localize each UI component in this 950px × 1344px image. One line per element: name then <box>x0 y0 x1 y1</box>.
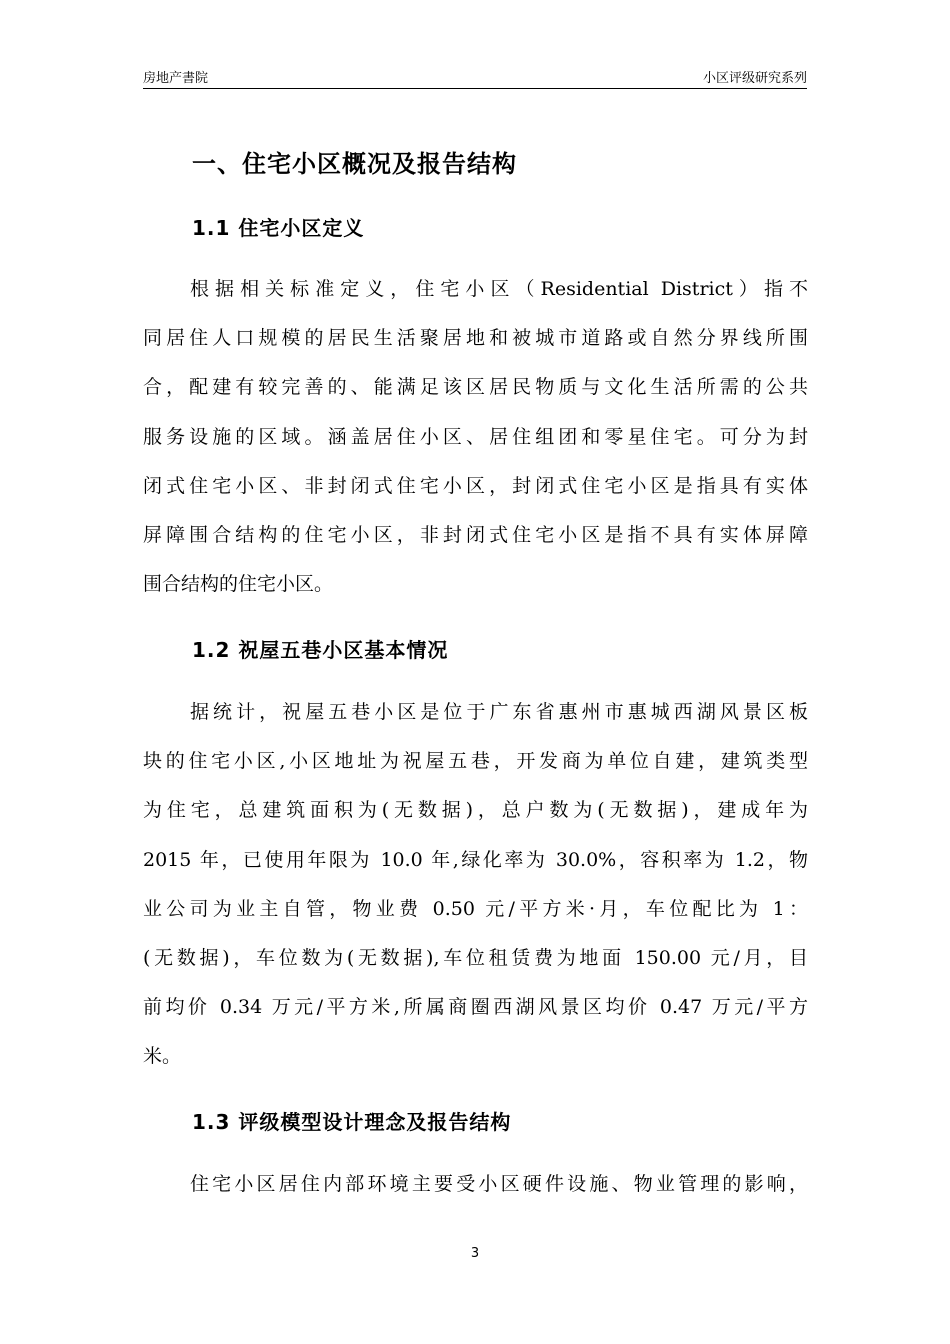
text-line: 据统计，祝屋五巷小区是位于广东省惠州市惠城西湖风景区板 <box>190 701 808 723</box>
heading-1-1: 1.1 住宅小区定义 <box>192 216 365 240</box>
paragraph-1-3 <box>143 1160 808 1209</box>
text-line: 屏障围合结构的住宅小区，非封闭式住宅小区是指不具有实体屏障 <box>143 523 808 546</box>
paragraph-1-2 <box>143 688 808 1082</box>
section-title: 一、住宅小区概况及报告结构 <box>192 150 517 178</box>
text-line: (无数据)，车位数为(无数据),车位租赁费为地面 150.00 元/月，目 <box>143 946 808 969</box>
text-line: 2015 年，已使用年限为 10.0 年,绿化率为 30.0%，容积率为 1.2，物 <box>143 848 808 871</box>
text-line: 米。 <box>143 1045 182 1068</box>
text-line: 住宅小区居住内部环境主要受小区硬件设施、物业管理的影响， <box>190 1173 808 1195</box>
heading-1-3: 1.3 评级模型设计理念及报告结构 <box>192 1110 512 1134</box>
page-number: 3 <box>470 1246 480 1261</box>
heading-1-2: 1.2 祝屋五巷小区基本情况 <box>192 638 449 662</box>
text-line: 闭式住宅小区、非封闭式住宅小区，封闭式住宅小区是指具有实体 <box>143 474 808 497</box>
text-line: 围合结构的住宅小区。 <box>143 573 334 596</box>
text-line: 服务设施的区域。涵盖居住小区、居住组团和零星住宅。可分为封 <box>143 425 808 448</box>
text-line: 为住宅，总建筑面积为(无数据)，总户数为(无数据)，建成年为 <box>143 799 808 822</box>
page-header <box>143 64 807 89</box>
text-line: 根据相关标准定义，住宅小区（Residential District）指不 <box>190 278 808 300</box>
text-line: 块的住宅小区,小区地址为祝屋五巷，开发商为单位自建，建筑类型 <box>143 750 808 773</box>
text-line: 业公司为业主自管，物业费 0.50 元/平方米·月，车位配比为 1： <box>143 897 808 920</box>
text-line: 前均价 0.34 万元/平方米,所属商圈西湖风景区均价 0.47 万元/平方 <box>143 996 808 1019</box>
paragraph-1-1 <box>143 265 808 609</box>
header-right-title: 小区评级研究系列 <box>702 71 807 86</box>
header-left-title: 房地产書院 <box>143 71 209 86</box>
text-line: 同居住人口规模的居民生活聚居地和被城市道路或自然分界线所围 <box>143 327 808 350</box>
text-line: 合，配建有较完善的、能满足该区居民物质与文化生活所需的公共 <box>143 376 808 399</box>
